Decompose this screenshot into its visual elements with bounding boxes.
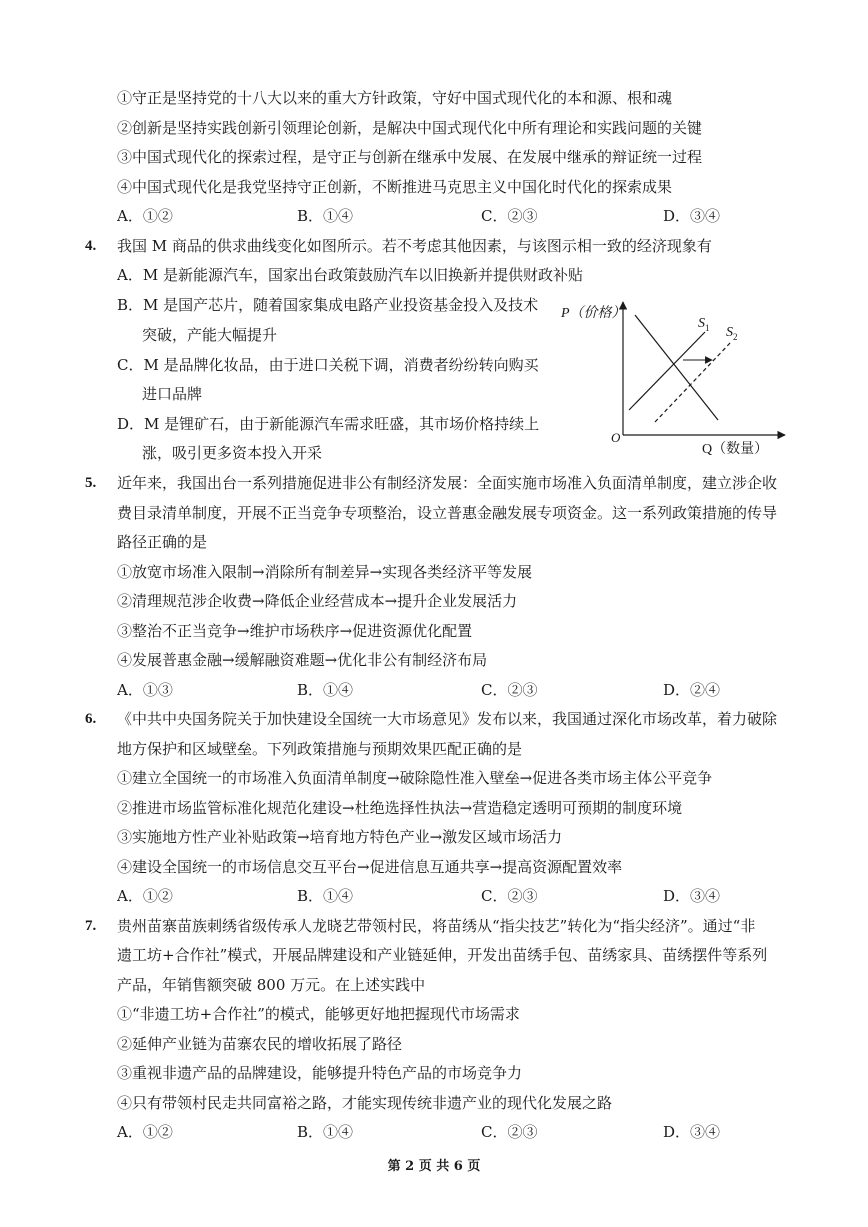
- q4-option-c[interactable]: C．M 是品牌化妆品，由于进口关税下调，消费者纷纷转向购买: [117, 356, 539, 374]
- q3-option-d[interactable]: D．③④: [663, 207, 721, 225]
- q6-number: 6.: [85, 711, 97, 727]
- q6-item-4: ④建设全国统一的市场信息交互平台→促进信息互通共享→提高资源配置效率: [117, 858, 623, 876]
- q4-option-d[interactable]: D．M 是锂矿石，由于新能源汽车需求旺盛，其市场价格持续上: [117, 415, 540, 433]
- q5-item-1: ①放宽市场准入限制→消除所有制差异→实现各类经济平等发展: [117, 563, 533, 581]
- q5-item-3: ③整治不正当竞争→维护市场秩序→促进资源优化配置: [117, 622, 473, 640]
- q3-item-1: ①守正是坚持党的十八大以来的重大方针政策，守好中国式现代化的本和源、根和魂: [117, 89, 673, 107]
- q6-item-2: ②推进市场监管标准化规范化建设→杜绝选择性执法→营造稳定透明可预期的制度环境: [117, 799, 683, 817]
- q3-item-2: ②创新是坚持实践创新引领理论创新，是解决中国式现代化中所有理论和实践问题的关键: [117, 119, 703, 137]
- q6-option-d[interactable]: D．③④: [663, 887, 721, 905]
- q4-option-b-cont: 突破，产能大幅提升: [142, 326, 278, 344]
- q5-option-a[interactable]: A．①③: [117, 681, 173, 699]
- q7-stem-2: 遗工坊+合作社”模式，开展品牌建设和产业链延伸，开发出苗绣手包、苗绣家具、苗绣摆件等系列: [117, 946, 768, 964]
- y-axis-label: P（价格）: [561, 306, 626, 321]
- q3-option-a[interactable]: A．①②: [117, 207, 173, 225]
- q7-number: 7.: [85, 918, 97, 934]
- q7-item-1: ①“非遗工坊+合作社”的模式，能够更好地把握现代市场需求: [117, 1005, 520, 1023]
- q5-number: 5.: [85, 475, 97, 491]
- origin-label: O: [611, 430, 621, 445]
- q5-item-2: ②清理规范涉企收费→降低企业经营成本→提升企业发展活力: [117, 592, 518, 610]
- q7-option-d[interactable]: D．③④: [663, 1123, 721, 1141]
- q5-item-4: ④发展普惠金融→缓解融资难题→优化非公有制经济布局: [117, 651, 488, 669]
- q3-option-c[interactable]: C．②③: [481, 207, 538, 225]
- q7-option-b[interactable]: B．①④: [297, 1123, 354, 1141]
- s2-label: $S_2$: [726, 325, 738, 342]
- q4-option-a[interactable]: A．M 是新能源汽车，国家出台政策鼓励汽车以旧换新并提供财政补贴: [117, 266, 583, 284]
- q6-option-a[interactable]: A．①②: [117, 887, 173, 905]
- x-axis-label: Q（数量）: [702, 442, 769, 457]
- q5-option-d[interactable]: D．②④: [663, 681, 721, 699]
- q7-item-2: ②延伸产业链为苗寨农民的增收拓展了路径: [117, 1035, 403, 1053]
- q5-stem-2: 费目录清单制度，开展不正当竞争专项整治，设立普惠金融发展专项资金。这一系列政策措施的传导: [117, 504, 778, 522]
- q5-option-c[interactable]: C．②③: [481, 681, 538, 699]
- q7-item-4: ④只有带领村民走共同富裕之路，才能实现传统非遗产业的现代化发展之路: [117, 1094, 613, 1112]
- q3-option-b[interactable]: B．①④: [297, 207, 354, 225]
- q5-stem-3: 路径正确的是: [117, 533, 208, 551]
- q6-option-c[interactable]: C．②③: [481, 887, 538, 905]
- q6-stem-1: 《中共中央国务院关于加快建设全国统一大市场意见》发布以来，我国通过深化市场改革，着力破除: [117, 710, 778, 728]
- q7-option-c[interactable]: C．②③: [481, 1123, 538, 1141]
- supply-curve-s1: [629, 332, 705, 410]
- q6-item-3: ③实施地方性产业补贴政策→培育地方特色产业→激发区域市场活力: [117, 828, 563, 846]
- q3-item-4: ④中国式现代化是我党坚持守正创新，不断推进马克思主义中国化时代化的探索成果: [117, 178, 673, 196]
- q4-option-b[interactable]: B．M 是国产芯片，随着国家集成电路产业投资基金投入及技术: [117, 296, 539, 314]
- q7-stem-3: 产品，年销售额突破 800 万元。在上述实践中: [117, 976, 426, 994]
- q7-item-3: ③重视非遗产品的品牌建设，能够提升特色产品的市场竞争力: [117, 1064, 523, 1082]
- q4-option-d-cont: 涨，吸引更多资本投入开采: [142, 444, 323, 462]
- q6-item-1: ①建立全国统一的市场准入负面清单制度→破除隐性准入壁垒→促进各类市场主体公平竞争: [117, 769, 713, 787]
- q5-stem-1: 近年来，我国出台一系列措施促进非公有制经济发展：全面实施市场准入负面清单制度，建立涉企收: [117, 474, 778, 492]
- q6-option-b[interactable]: B．①④: [297, 887, 354, 905]
- supply-demand-graph: [555, 290, 790, 465]
- s1-label: $S_1$: [698, 316, 710, 333]
- q4-stem: 我国 M 商品的供求曲线变化如图所示。若不考虑其他因素，与该图示相一致的经济现象有: [117, 237, 712, 255]
- page-footer: 第 2 页 共 6 页: [387, 1159, 481, 1174]
- q7-option-a[interactable]: A．①②: [117, 1123, 173, 1141]
- q4-number: 4.: [85, 238, 97, 254]
- q5-option-b[interactable]: B．①④: [297, 681, 354, 699]
- q4-option-c-cont: 进口品牌: [142, 385, 203, 403]
- q3-item-3: ③中国式现代化的探索过程，是守正与创新在继承中发展、在发展中继承的辩证统一过程: [117, 148, 703, 166]
- q6-stem-2: 地方保护和区域壁垒。下列政策措施与预期效果匹配正确的是: [117, 740, 523, 758]
- q7-stem-1: 贵州苗寨苗族刺绣省级传承人龙晓艺带领村民，将苗绣从“指尖技艺”转化为“指尖经济”。通过“非: [117, 917, 756, 935]
